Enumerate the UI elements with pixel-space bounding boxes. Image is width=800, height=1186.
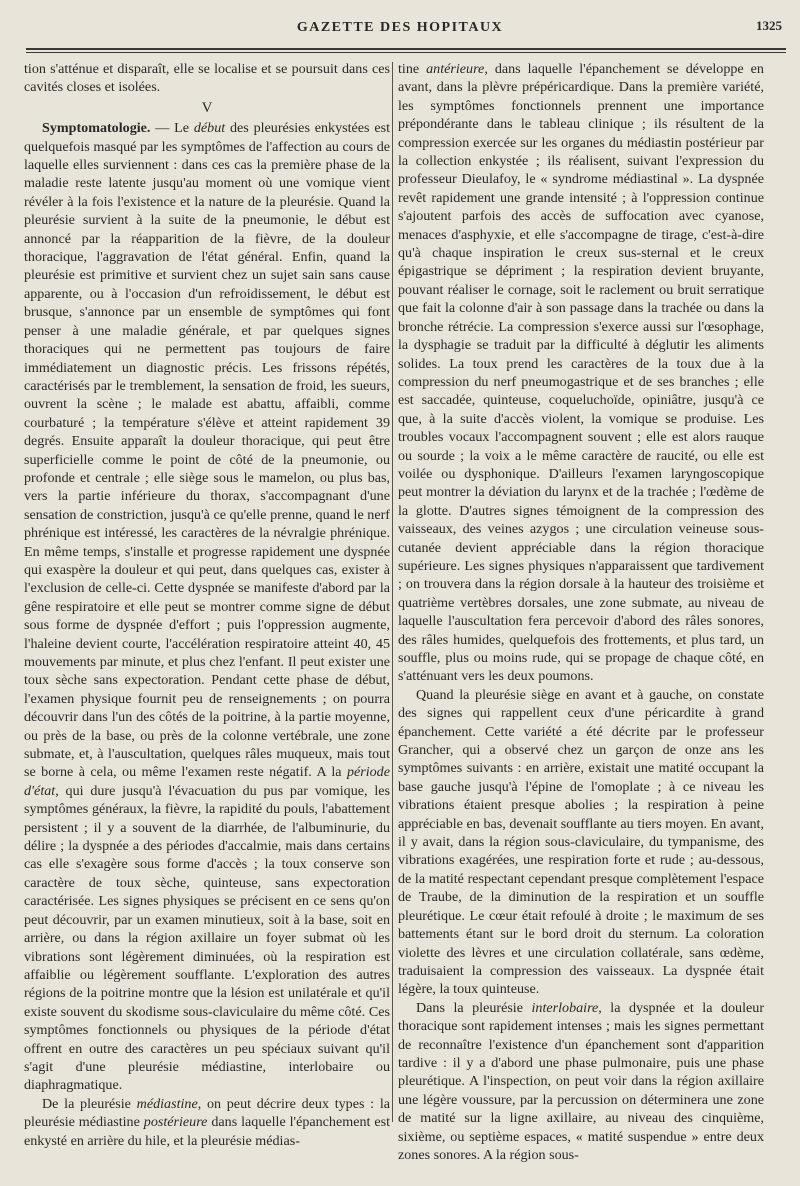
page-header [0, 16, 800, 40]
header-rule-thin [26, 52, 786, 53]
left-column [24, 60, 390, 1170]
column-divider [392, 62, 393, 1122]
paragraph: Quand la pleurésie siège en avant et à gauche, on constate des signes qui rappellent ceux d'une péricardite à grand épanchement. Cette variété a été décrite par le professeur Grancher, qui a observé chez un garçon de onze ans les symptômes suivants : en arrière, existait une matité occupant la base gauche jusqu'à l'épine de l'omoplate ; à ce niveau les vibrations étaient presque abolies ; la respiration à peine appréciable en bas, devenait soufflante au tiers moyen. En avant, il y avait, dans la région sous-claviculaire, du tympanisme, des vibrations exagérées, une respiration forte et rude ; au-dessous, de la matité respectant cependant presque complètement l'espace de Traube, de la diminution de la respiration et un souffle pleurétique. Le cœur était refoulé à droite ; le maximum de ses battements étant sur le bord droit du sternum. La coloration violette des lèvres et une circulation collatérale, sans œdème, traduisaient la compression des vaisseaux. La dyspnée était légère, la toux quinteuse. [398, 686, 764, 998]
header-rule-thick [26, 48, 786, 50]
paragraph: Dans la pleurésie interlobaire, la dyspnée et la douleur thoracique sont rapidement intenses ; mais les signes permettant de reconnaître l'existence d'un épanchement sont d'apparition tardive : il y a d'abord une phase pulmonaire, puis une phase pleurétique. A l'inspection, on peut voir dans la région axillaire une légère voussure, par la percussion on déterminera une zone de matité sur la ligne axillaire, au niveau des cinquième, sixième, ou septième espaces, « matité suspendue » entre deux zones sonores. A la région sous- [398, 999, 764, 1163]
paragraph: tion s'atténue et disparaît, elle se localise et se poursuit dans ces cavités closes et isolées. [24, 61, 390, 96]
section-numeral: V [201, 99, 213, 116]
paragraph: De la pleurésie médiastine, on peut décrire deux types : la pleurésie médiastine postérieure dans laquelle l'épanchement est enkysté en arrière du hile, et la pleurésie médias- [24, 1095, 390, 1149]
right-column [398, 60, 764, 1170]
page-number: 1325 [756, 18, 782, 33]
journal-title: GAZETTE DES HOPITAUX [296, 20, 504, 35]
section-heading: Symptomatologie. [42, 120, 151, 137]
paragraph: tine antérieure, dans laquelle l'épanchement se développe en avant, dans la plèvre prépéricardique. Dans la première variété, les symptômes fonctionnels prennent une importance prépondérante dans le tableau clinique ; ils résultent de la compression exercée sur les organes du médiastin postérieur par la collection enkystée ; ils réalisent, suivant l'expression du professeur Dieulafoy, le « syndrome médiastinal ». La dyspnée revêt rapidement une grande intensité ; à l'oppression continue s'ajoutent parfois des accès de suffocation avec cyanose, menaces d'asphyxie, et elle s'accompagne de tirage, c'est-à-dire qu'à chaque inspiration le creux sus-sternal et le creux épigastrique se dépriment ; la respiration devient bruyante, pouvant réaliser le cornage, soit le raclement ou bruit serratique que fait la colonne d'air à son passage dans la trachée ou dans la bronche rétrécie. La compression s'exerce aussi sur l'œsophage, la dysphagie se traduit par la difficulté à déglutir les aliments solides. La toux prend les caractères de la toux due à la compression du nerf pneumogastrique et de ses branches ; elle est saccadée, quinteuse, coqueluchoïde, opiniâtre, jusqu'à ce que, à la suite d'accès violent, la vomique se produise. Les troubles vocaux l'accompagnent souvent ; elle est alors rauque ou sourde ; la voix a le même caractère de raucité, ou elle est voilée ou dysphonique. D'ailleurs l'examen laryngoscopique peut montrer la déviation du larynx et de la trachée ; l'œdème de la glotte. D'autres signes témoignent de la compression des vaisseaux, des veines azygos ; une circulation veineuse sous-cutanée devient appréciable dans la région thoracique supérieure. Les signes physiques n'apparaissent que tardivement ; on trouvera dans la région dorsale à la hauteur des troisième et quatrième vertèbres dorsales, une zone submate, au niveau de laquelle l'auscultation fera percevoir d'abord des râles sonores, des râles humides, quelquefois des frottements, et plus tard, un souffle, plus ou moins rude, qui se propage de chaque côté, en s'atténuant vers les deux poumons. [398, 61, 764, 685]
paragraph: Symptomatologie. — Le début des pleurésies enkystées est quelquefois masqué par les symptômes de l'affection au cours de laquelle elles surviennent : dans ces cas la première phase de la maladie reste latente jusqu'au moment où une vomique vient révéler à la fois l'existence et la nature de la pleurésie. Quand la pleurésie survient à la suite de la pneumonie, le début est annoncé par la réapparition de la fièvre, de la douleur thoracique, l'aggravation de l'état général. Enfin, quand la pleurésie est primitive et survient chez un sujet sain sans cause apparente, ou à l'occasion d'un refroidissement, le début est brusque, s'annonce par un ensemble de symptômes qui font penser à une maladie générale, et par quelques signes thoraciques qui ne permettent pas toujours de faire immédiatement un diagnostic précis. Les frissons répétés, caractérisés par le tremblement, la sensation de froid, les sueurs, ouvrent la scène ; le malade est abattu, affaibli, comme courbaturé ; la température s'élève et atteint rapidement 39 degrés. Ensuite apparaît la douleur thoracique, qui peut être superficielle comme le point de côté de la pneumonie, ou profonde et centrale ; elle siège sous le mamelon, ou plus bas, vers la partie inférieure du thorax, s'accompagnant d'une sensation de constriction, jusqu'à ce qu'elle prenne, quand le nerf phrénique est intéressé, les caractères de la névralgie phrénique. En même temps, s'installe et progresse rapidement une dyspnée qui exaspère la douleur et qui peut, dans quelques cas, exister à l'exclusion de celle-ci. Cette dyspnée se manifeste d'abord par la gêne respiratoire et elle peut se montrer comme signe de début sous forme de dyspnée d'effort ; puis l'oppression augmente, l'haleine devient courte, l'accélération respiratoire atteint 40, 45 mouvements par minute, et plus chez l'enfant. Il peut exister une toux sèche sans expectoration. Pendant cette phase de début, l'examen physique fournit peu de renseignements ; on pourra découvrir dans l'un des côtés de la poitrine, à la partie moyenne, ou près de la base, ou près de la colonne vertébrale, une zone submate, et, à l'auscultation, quelques râles muqueux, mais tout se borne à cela, ou même l'examen reste négatif. A la période d'état, qui dure jusqu'à l'évacuation du pus par vomique, les symptômes généraux, la fièvre, la rapidité du pouls, l'abattement persistent ; il y a souvent de la diarrhée, de l'albuminurie, du délire ; la dyspnée a des périodes d'accalmie, mais dans certains cas elle s'exagère sous forme d'accès ; la toux conserve son caractère de toux sèche, quinteuse, sans expectoration caractérisée. Les signes physiques se précisent en ce sens qu'on peut découvrir, par un examen minutieux, soit à la base, soit en arrière, ou dans la région axillaire un foyer submat où les vibrations sont légèrement diminuées, où la respiration est affaiblie ou légèrement soufflante. L'exploration des autres régions de la poitrine montre que la lésion est unilatérale et qu'il existe souvent du skodisme sous-claviculaire du même côté. Ces symptômes fonctionnels ou physiques de la période d'état offrent en outre des caractères un peu spéciaux suivant qu'il s'agit d'une pleurésie médiastine, interlobaire ou diaphragmatique. [24, 120, 390, 1094]
